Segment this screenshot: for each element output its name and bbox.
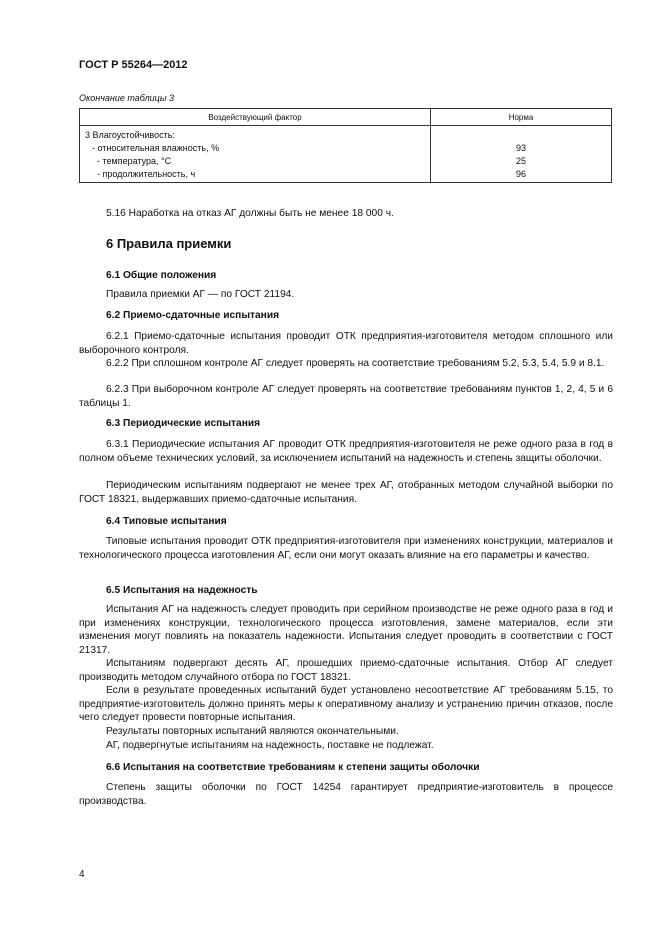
paragraph-6-4: Типовые испытания проводит ОТК предприятия-изготовителя при изменениях конструкции, материалов и технологического процесса изготовления АГ, если они могут оказать влияние на его параметры и качество. (79, 536, 613, 561)
factor-cell (80, 143, 431, 156)
subsection-6-2-heading: 6.2 Приемо-сдаточные испытания (106, 310, 280, 321)
subsection-6-4-heading: 6.4 Типовые испытания (106, 516, 227, 527)
factor-cell (80, 126, 431, 144)
col-header-factor: Воздействующий фактор (80, 109, 431, 126)
paragraph-6-1: Правила приемки АГ — по ГОСТ 21194. (106, 289, 295, 300)
paragraph-6-2-1: 6.2.1 Приемо-сдаточные испытания проводит ОТК предприятия-изготовителя методом сплошного или выборочного контроля. (79, 331, 613, 356)
table-row (80, 143, 612, 156)
table-header-row (80, 109, 612, 126)
paragraph-6-5-b: Испытаниям подвергают десять АГ, прошедших приемо-сдаточные испытания. Отбор АГ следует производить методом случайного отбора по ГОСТ 18321. (79, 658, 613, 683)
subsection-6-3-heading: 6.3 Периодические испытания (106, 418, 261, 429)
paragraph-6-6: Степень защиты оболочки по ГОСТ 14254 гарантирует предприятие-изготовитель в процессе производства. (79, 782, 613, 807)
factor-cell (80, 169, 431, 183)
paragraph-6-3-1: 6.3.1 Периодические испытания АГ проводит ОТК предприятия-изготовителя не реже одного раза в год в полном объеме технических условий, за исключением испытаний на надежность и степень защиты оболочки. (79, 439, 613, 464)
factor-text: - температура, °С (97, 156, 172, 166)
standard-header: ГОСТ Р 55264—2012 (79, 59, 188, 71)
factor-text: - продолжительность, ч (97, 169, 196, 179)
paragraph-6-5-a: Испытания АГ на надежность следует проводить при серийном производстве не реже одного раза в год и при изменениях конструкции, технологического процесса изготовления, замене материалов, если эти изменения могут повлиять на показатель надежности. Испытания следует проводить в соответствии с ГОСТ 21317. (79, 604, 613, 656)
subsection-6-6-heading: 6.6 Испытания на соответствие требованиям к степени защиты оболочки (106, 762, 480, 773)
factor-text: 3 Влагоустойчивость: (85, 130, 175, 140)
norm-cell: 93 (431, 143, 612, 156)
paragraph-6-5-c: Если в результате проведенных испытаний будет установлено несоответствие АГ требованиям 5.15, то предприятие-изготовитель должно принять меры к оперативному анализу и устранению причин отказов, после чего следует провести повторные испытания. (79, 685, 613, 723)
norm-cell (431, 126, 612, 144)
paragraph-5-16: 5.16 Наработка на отказ АГ должны быть не менее 18 000 ч. (106, 208, 394, 219)
paragraph-6-5-e: АГ, подвергнутые испытаниям на надежность, поставке не подлежат. (106, 740, 434, 751)
paragraph-6-3-1-continued: Периодическим испытаниям подвергают не менее трех АГ, отобранных методом случайной выборки по ГОСТ 18321, выдержавших приемо-сдаточные испытания. (79, 480, 613, 505)
table-3 (79, 108, 612, 183)
section-6-heading: 6 Правила приемки (106, 236, 232, 251)
table-row (80, 126, 612, 144)
table-row (80, 169, 612, 183)
norm-cell: 96 (431, 169, 612, 183)
paragraph-6-2-2: 6.2.2 При сплошном контроле АГ следует проверять на соответствие требованиям 5.2, 5.3, 5.4, 5.9 и 8.1. (106, 358, 605, 369)
subsection-6-1-heading: 6.1 Общие положения (106, 270, 217, 281)
subsection-6-5-heading: 6.5 Испытания на надежность (106, 585, 258, 596)
page-number: 4 (79, 869, 85, 880)
factor-cell (80, 156, 431, 169)
table-caption: Окончание таблицы 3 (79, 93, 174, 103)
table-row (80, 156, 612, 169)
paragraph-6-5-d: Результаты повторных испытаний являются окончательными. (106, 726, 399, 737)
factor-text: - относительная влажность, % (92, 143, 220, 153)
norm-cell: 25 (431, 156, 612, 169)
paragraph-6-2-3: 6.2.3 При выборочном контроле АГ следует проверять на соответствие требованиям пунктов 1, 2, 4, 5 и 6 таблицы 1. (79, 384, 613, 409)
col-header-norm: Норма (431, 109, 612, 126)
